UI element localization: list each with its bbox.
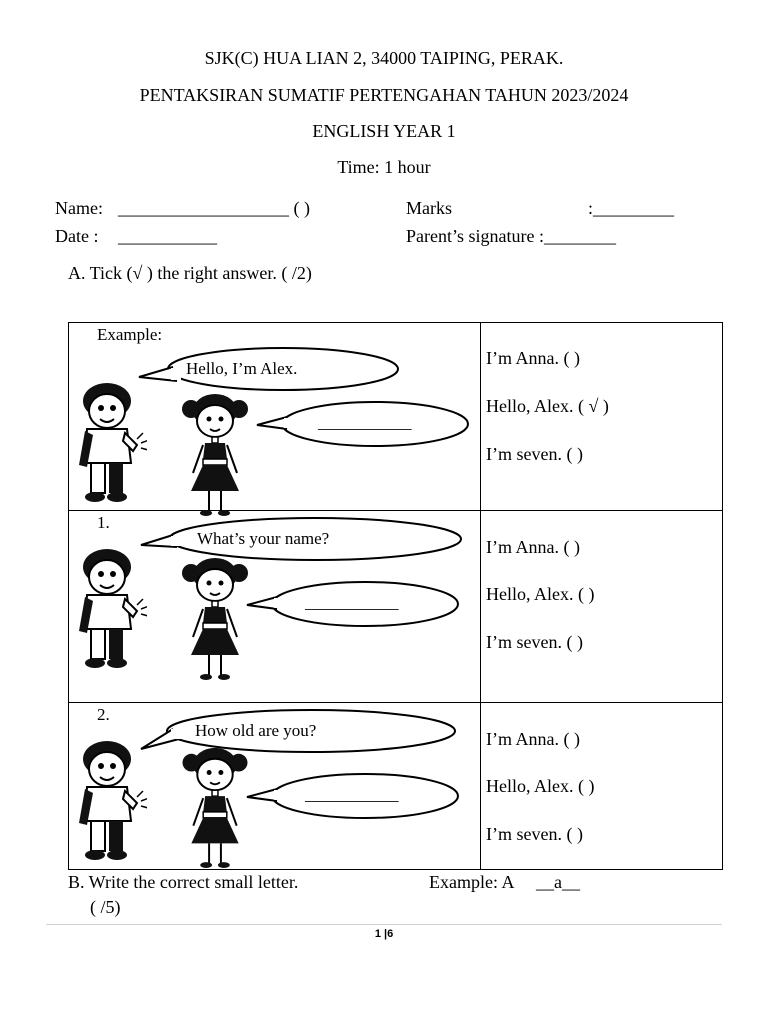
options-cell (481, 511, 723, 703)
section-b-example-answer: __a__ (536, 872, 580, 892)
speech-text-boy: What’s your name? (197, 529, 330, 548)
name-label: Name: (55, 198, 103, 218)
option-im-anna[interactable]: I’m Anna. ( ) (486, 348, 580, 368)
footer-divider (46, 924, 722, 925)
boy-illustration (77, 541, 147, 671)
girl-illustration (181, 387, 249, 517)
school-name: SJK(C) HUA LIAN 2, 34000 TAIPING, PERAK. (204, 48, 564, 68)
time-info: Time: 1 hour (337, 157, 431, 177)
option-hello-alex[interactable]: Hello, Alex. ( ) (486, 584, 595, 604)
option-hello-alex[interactable]: Hello, Alex. ( √ ) (486, 396, 609, 416)
option-im-seven[interactable]: I’m seven. ( ) (486, 824, 583, 844)
section-a-instruction: A. Tick (√ ) the right answer. ( /2) (68, 263, 312, 283)
option-hello-alex[interactable]: Hello, Alex. ( ) (486, 776, 595, 796)
section-b-example-label: Example: A (429, 872, 515, 892)
speech-text-boy: Hello, I’m Alex. (186, 359, 298, 378)
girl-illustration (181, 741, 249, 869)
question-row-example (69, 323, 723, 511)
boy-illustration (77, 375, 147, 505)
picture-cell (69, 703, 481, 870)
row-label: Example: (97, 325, 163, 344)
option-im-anna[interactable]: I’m Anna. ( ) (486, 537, 580, 557)
row-label: 2. (97, 705, 110, 724)
picture-cell (69, 511, 481, 703)
section-b-instruction: B. Write the correct small letter. (68, 872, 299, 892)
answer-blank: ___________ (305, 593, 399, 612)
option-im-anna[interactable]: I’m Anna. ( ) (486, 729, 580, 749)
question-row-1 (69, 511, 723, 703)
options-cell (481, 703, 723, 870)
row-label: 1. (97, 513, 110, 532)
speech-text-boy: How old are you? (195, 721, 317, 740)
parent-signature-field[interactable]: Parent’s signature :________ (406, 226, 616, 246)
subject-title: ENGLISH YEAR 1 (312, 121, 456, 141)
date-label: Date : (55, 226, 99, 246)
date-field[interactable]: ___________ (118, 226, 217, 246)
options-cell (481, 323, 723, 511)
option-im-seven[interactable]: I’m seven. ( ) (486, 444, 583, 464)
answer-blank: ___________ (318, 413, 412, 432)
question-row-2 (69, 703, 723, 870)
marks-field[interactable]: :_________ (588, 198, 675, 218)
tick-answer-table (68, 322, 723, 870)
boy-illustration (77, 733, 147, 863)
picture-cell (69, 323, 481, 511)
girl-illustration (181, 551, 249, 681)
marks-label: Marks (406, 198, 452, 218)
name-field[interactable]: ___________________ ( ) (118, 198, 310, 218)
option-im-seven[interactable]: I’m seven. ( ) (486, 632, 583, 652)
answer-blank: ___________ (305, 785, 399, 804)
section-b-marks: ( /5) (90, 897, 121, 917)
exam-title: PENTAKSIRAN SUMATIF PERTENGAHAN TAHUN 2023/2024 (139, 85, 629, 105)
page-number: 1 |6 (374, 928, 394, 940)
